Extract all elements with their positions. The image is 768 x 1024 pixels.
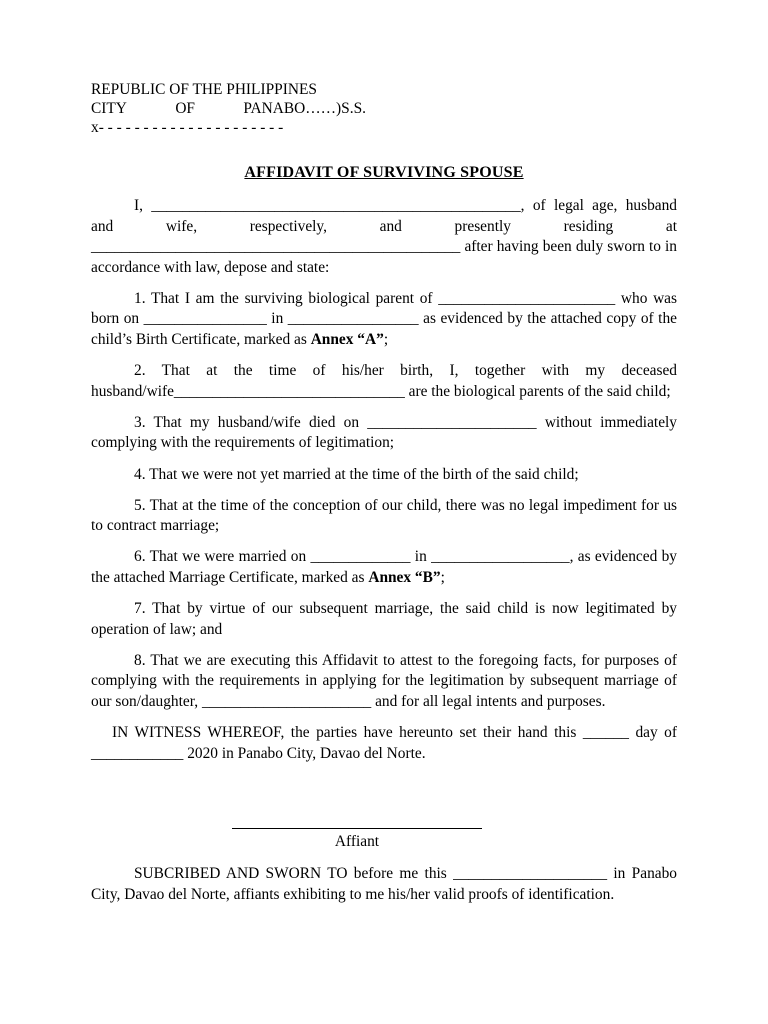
item-1-end: ; [383, 331, 389, 349]
signature-line [232, 814, 482, 829]
item-6-end: ; [440, 568, 445, 586]
affiant-label: Affiant [334, 833, 380, 850]
item-5: 5. That at the time of the conception of our child, there was no legal impediment for us to contract marriage; [91, 496, 677, 535]
item-8: 8. That we are executing this Affidavit to attest to the foregoing facts, for purposes of complying with the requirements in applying for the legitimation by subsequent marriage of our son/daughter, ______________________ and for all legal intents and purposes. [91, 651, 677, 710]
city-line [91, 99, 366, 118]
affiant-signature-block [232, 814, 482, 852]
city-word: CITY [91, 100, 127, 117]
panabo-ss: PANABO……)S.S. [243, 100, 366, 117]
venue-header [91, 80, 366, 137]
item-2: 2. That at the time of his/her birth, I, together with my deceased husband/wife______________________________ are the biological parents of the said child; [91, 362, 677, 400]
intro-paragraph: I, ________________________________________________, of legal age, husband and wife, respectively, and presently residing at ________________________________________________ after having been duly sworn to in accordance with law, depose and state: [91, 197, 677, 276]
republic-line: REPUBLIC OF THE PHILIPPINES [91, 81, 317, 98]
item-7: 7. That by virtue of our subsequent marriage, the said child is now legitimated by operation of law; and [91, 600, 677, 638]
item-1 [91, 289, 677, 351]
witness-paragraph: IN WITNESS WHEREOF, the parties have hereunto set their hand this ______ day of ____________ 2020 in Panabo City, Davao del Norte. [91, 723, 677, 762]
item-6-text: 6. That we were married on _____________ in __________________, as evidenced by the attached Marriage Certificate, marked as [91, 548, 677, 586]
item-3: 3. That my husband/wife died on ______________________ without immediately complying with the requirements of legitimation; [91, 413, 677, 452]
jurat-section [91, 864, 677, 905]
affidavit-body [91, 196, 677, 775]
annex-b-label: Annex “B” [368, 568, 441, 586]
document-title: AFFIDAVIT OF SURVIVING SPOUSE [244, 164, 524, 181]
jurat-paragraph: SUBCRIBED AND SWORN TO before me this ____________________ in Panabo City, Davao del Norte, affiants exhibiting to me his/her valid proofs of identification. [91, 865, 677, 903]
item-6 [91, 547, 677, 588]
annex-a-label: Annex “A” [310, 331, 384, 349]
of-word: OF [175, 100, 195, 117]
item-4: 4. That we were not yet married at the time of the birth of the said child; [134, 465, 579, 483]
x-dash-line: x- - - - - - - - - - - - - - - - - - - - - [91, 119, 284, 136]
item-1-text: 1. That I am the surviving biological parent of _______________________ who was born on ________________ in _________________ as evidenced by the attached copy of the child’s Birth Certificate, marked as [91, 289, 677, 349]
